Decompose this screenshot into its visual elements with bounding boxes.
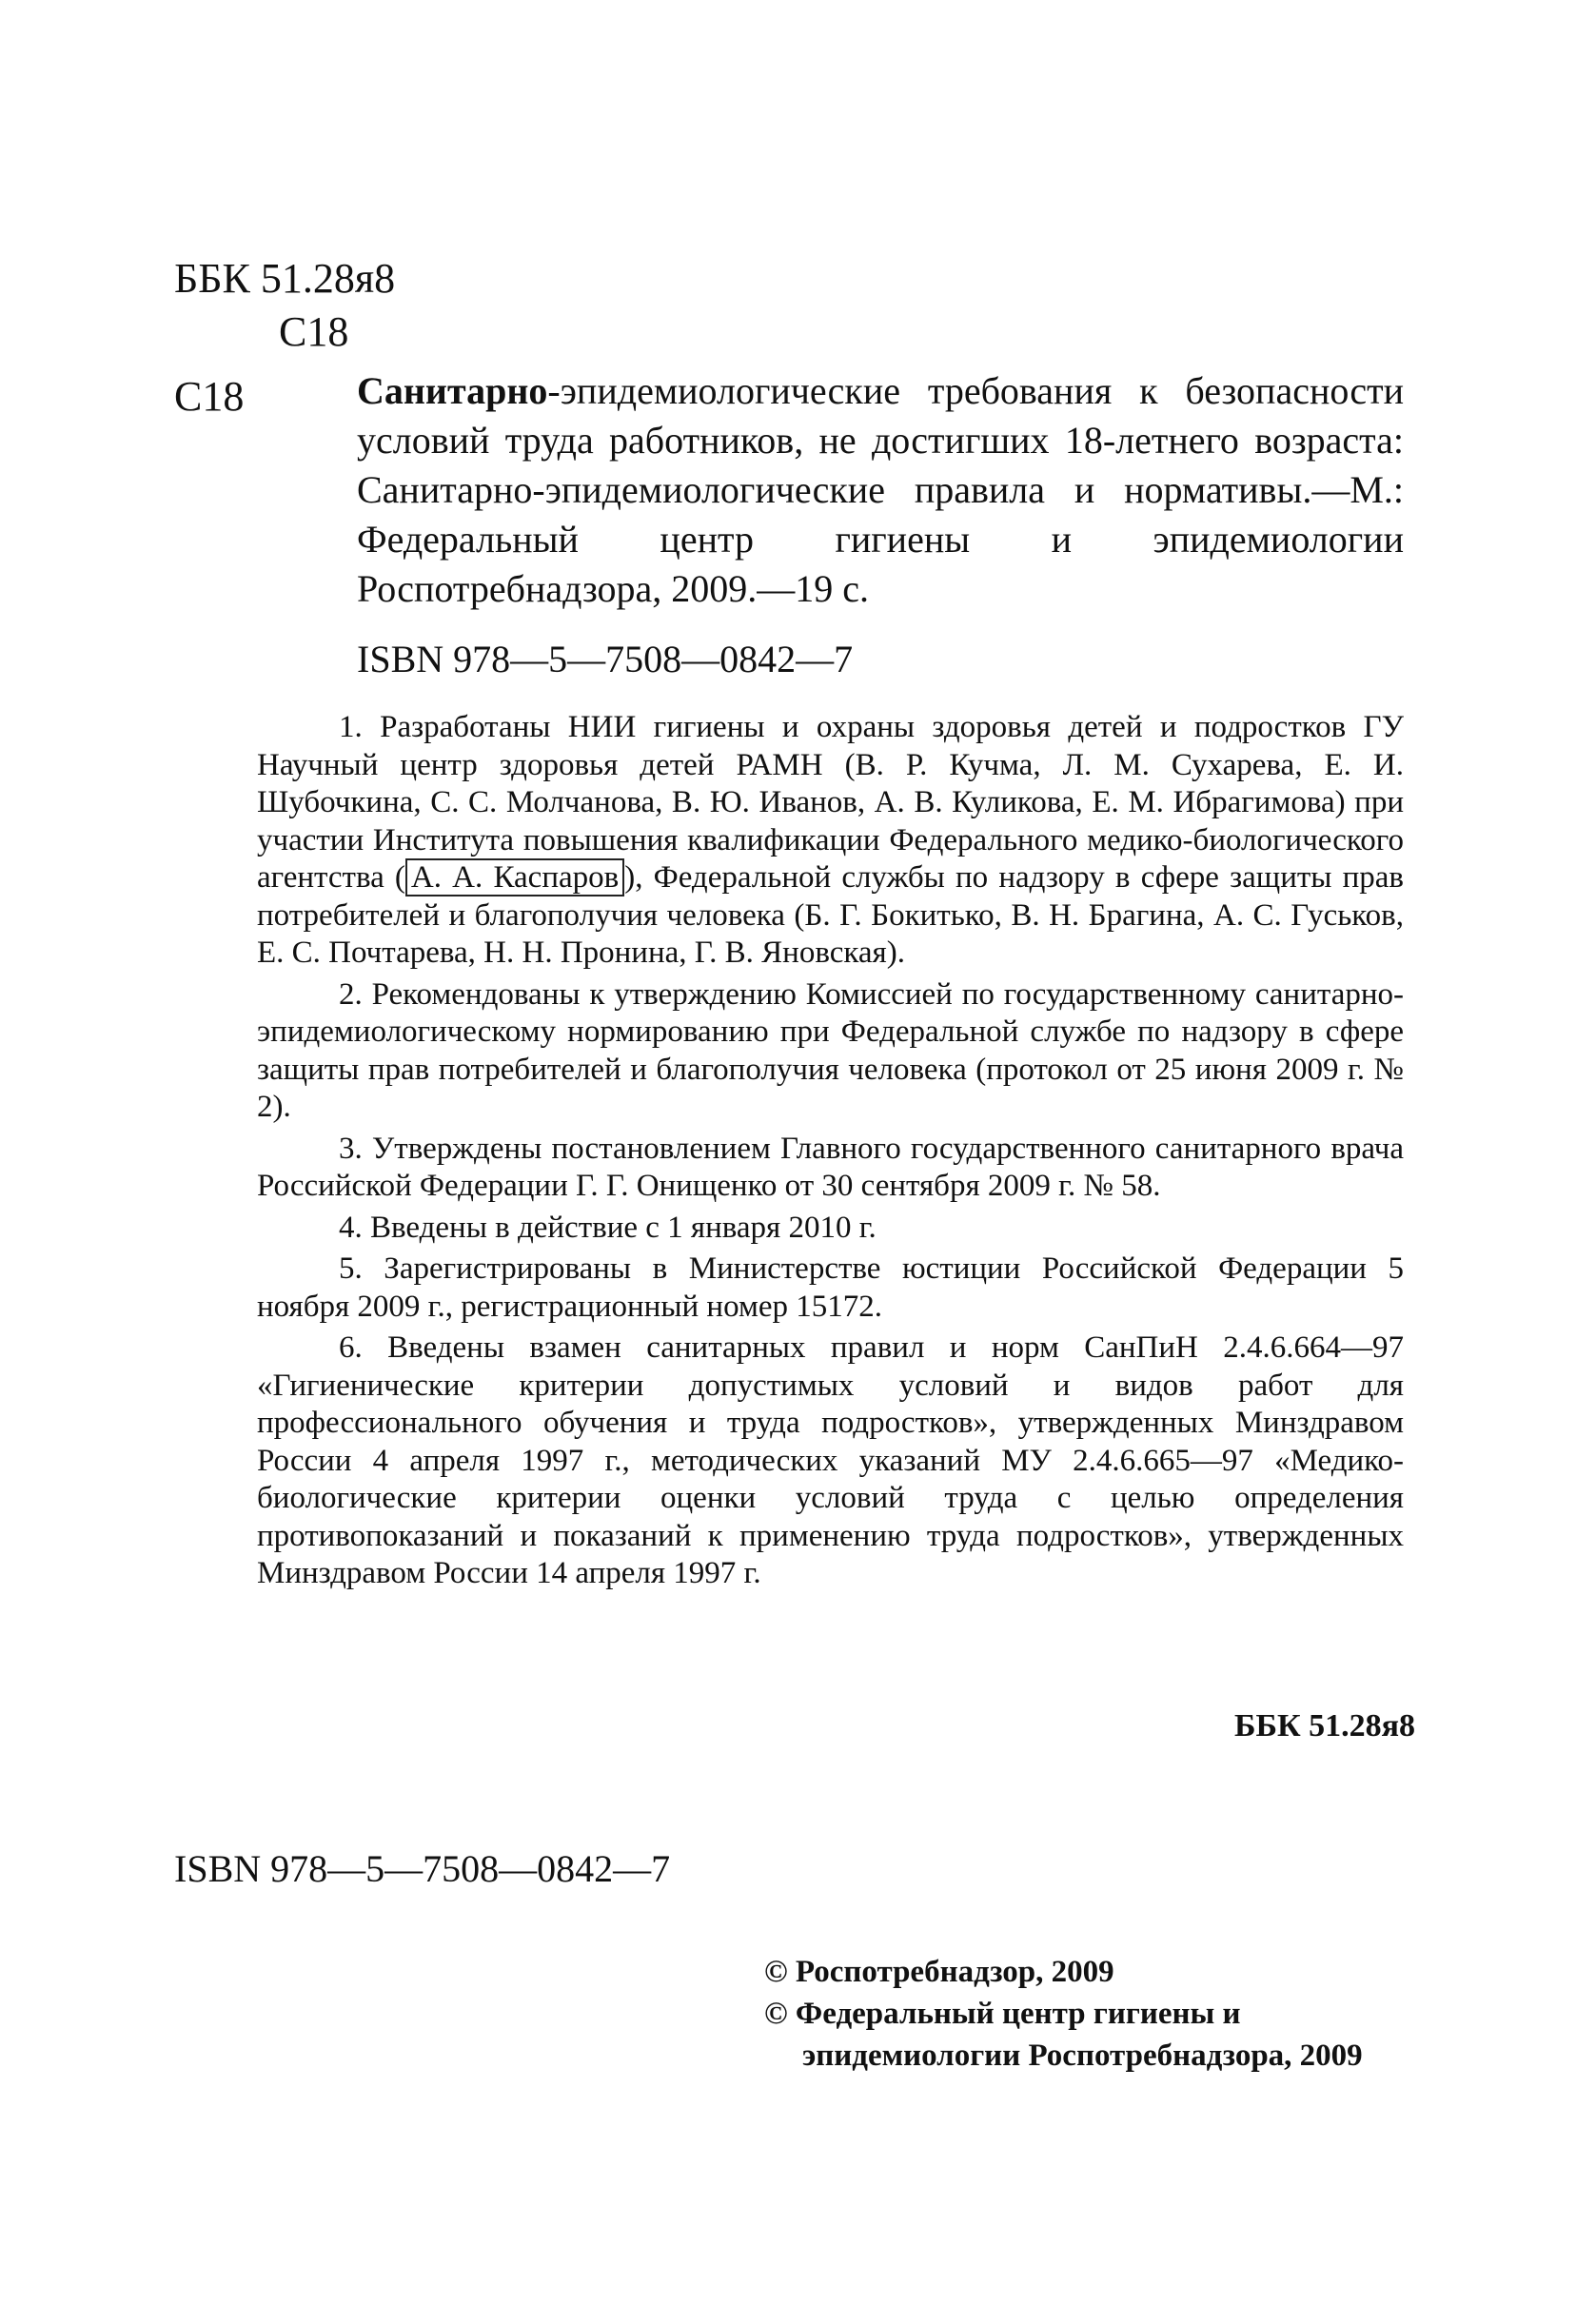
list-item-approved: 3. Утверждены постановлением Главного государственного санитарного врача Российской Федерации Г. Г. Онищенко от 30 сентября 2009 г. № 58. — [257, 1131, 1404, 1203]
bbk-code-bottom: ББК 51.28я8 — [1233, 1708, 1415, 1744]
copyright-line-1: © Роспотребнадзор, 2009 — [764, 1955, 1114, 1989]
boxed-name: А. А. Каспаров — [405, 858, 624, 896]
copyright-line-2: © Федеральный центр гигиены и — [764, 1997, 1241, 2031]
author-mark-top: С18 — [279, 308, 349, 355]
title-bold-part: Санитарно — [357, 369, 548, 412]
isbn-bottom: ISBN 978—5—7508—0842—7 — [174, 1847, 671, 1890]
document-details-list — [257, 709, 1404, 1597]
isbn-top: ISBN 978—5—7508—0842—7 — [357, 638, 854, 680]
bbk-code-top: ББК 51.28я8 — [174, 255, 396, 302]
title-rest: -эпидемиологические требования к безопасности условий труда работников, не достигших 18-летнего возраста: Санитарно-эпидемиологические правила и нормативы.—М.: Федеральный центр гигиены и эпидемиологии Роспотребнадзора, 2009.—19 с. — [357, 369, 1404, 610]
copyright-line-3: эпидемиологии Роспотребнадзора, 2009 — [802, 2039, 1363, 2073]
list-item-developed-by: 1. Разработаны НИИ гигиены и охраны здоровья детей и подростков ГУ Научный центр здоровья детей РАМН (В. Р. Кучма, Л. М. Сухарева, Е. И. Шубочкина, С. С. Молчанова, В. Ю. Иванов, А. В. Куликова, Е. М. Ибрагимова) при участии Института повышения квалификации Федерального медико-биологического агентства ( А. А. Каспаров ), Федеральной службы по надзору в сфере защиты прав потребителей и благополучия человека (Б. Г. Бокитько, В. Н. Брагина, А. С. Гуськов, Е. С. Почтарева, Н. Н. Пронина, Г. В. Яновская). — [257, 710, 1405, 970]
list-item-replaces: 6. Введены взамен санитарных правил и норм СанПиН 2.4.6.664—97 «Гигиенические критерии допустимых условий и видов работ для профессионального обучения и труда подростков», утвержденных Минздравом России 4 апреля 1997 г., методических указаний МУ 2.4.6.665—97 «Медико-биологические критерии оценки условий труда с целью определения противопоказаний и показаний к применению труда подростков», утвержденных Минздравом России 14 апреля 1997 г. — [257, 1330, 1404, 1590]
author-mark-left: С18 — [174, 373, 245, 420]
list-item-registered: 5. Зарегистрированы в Министерстве юстиции Российской Федерации 5 ноября 2009 г., регистрационный номер 15172. — [257, 1251, 1404, 1324]
copyright-block — [764, 1951, 1430, 2077]
list-item-recommended: 2. Рекомендованы к утверждению Комиссией по государственному санитарно-эпидемиологическому нормированию при Федеральной службе по надзору в сфере защиты прав потребителей и благополучия человека (протокол от 25 июня 2009 г. № 2). — [257, 976, 1404, 1124]
bibliographic-description — [357, 366, 1404, 614]
list-item-effective-date: 4. Введены в действие с 1 января 2010 г. — [339, 1210, 877, 1245]
